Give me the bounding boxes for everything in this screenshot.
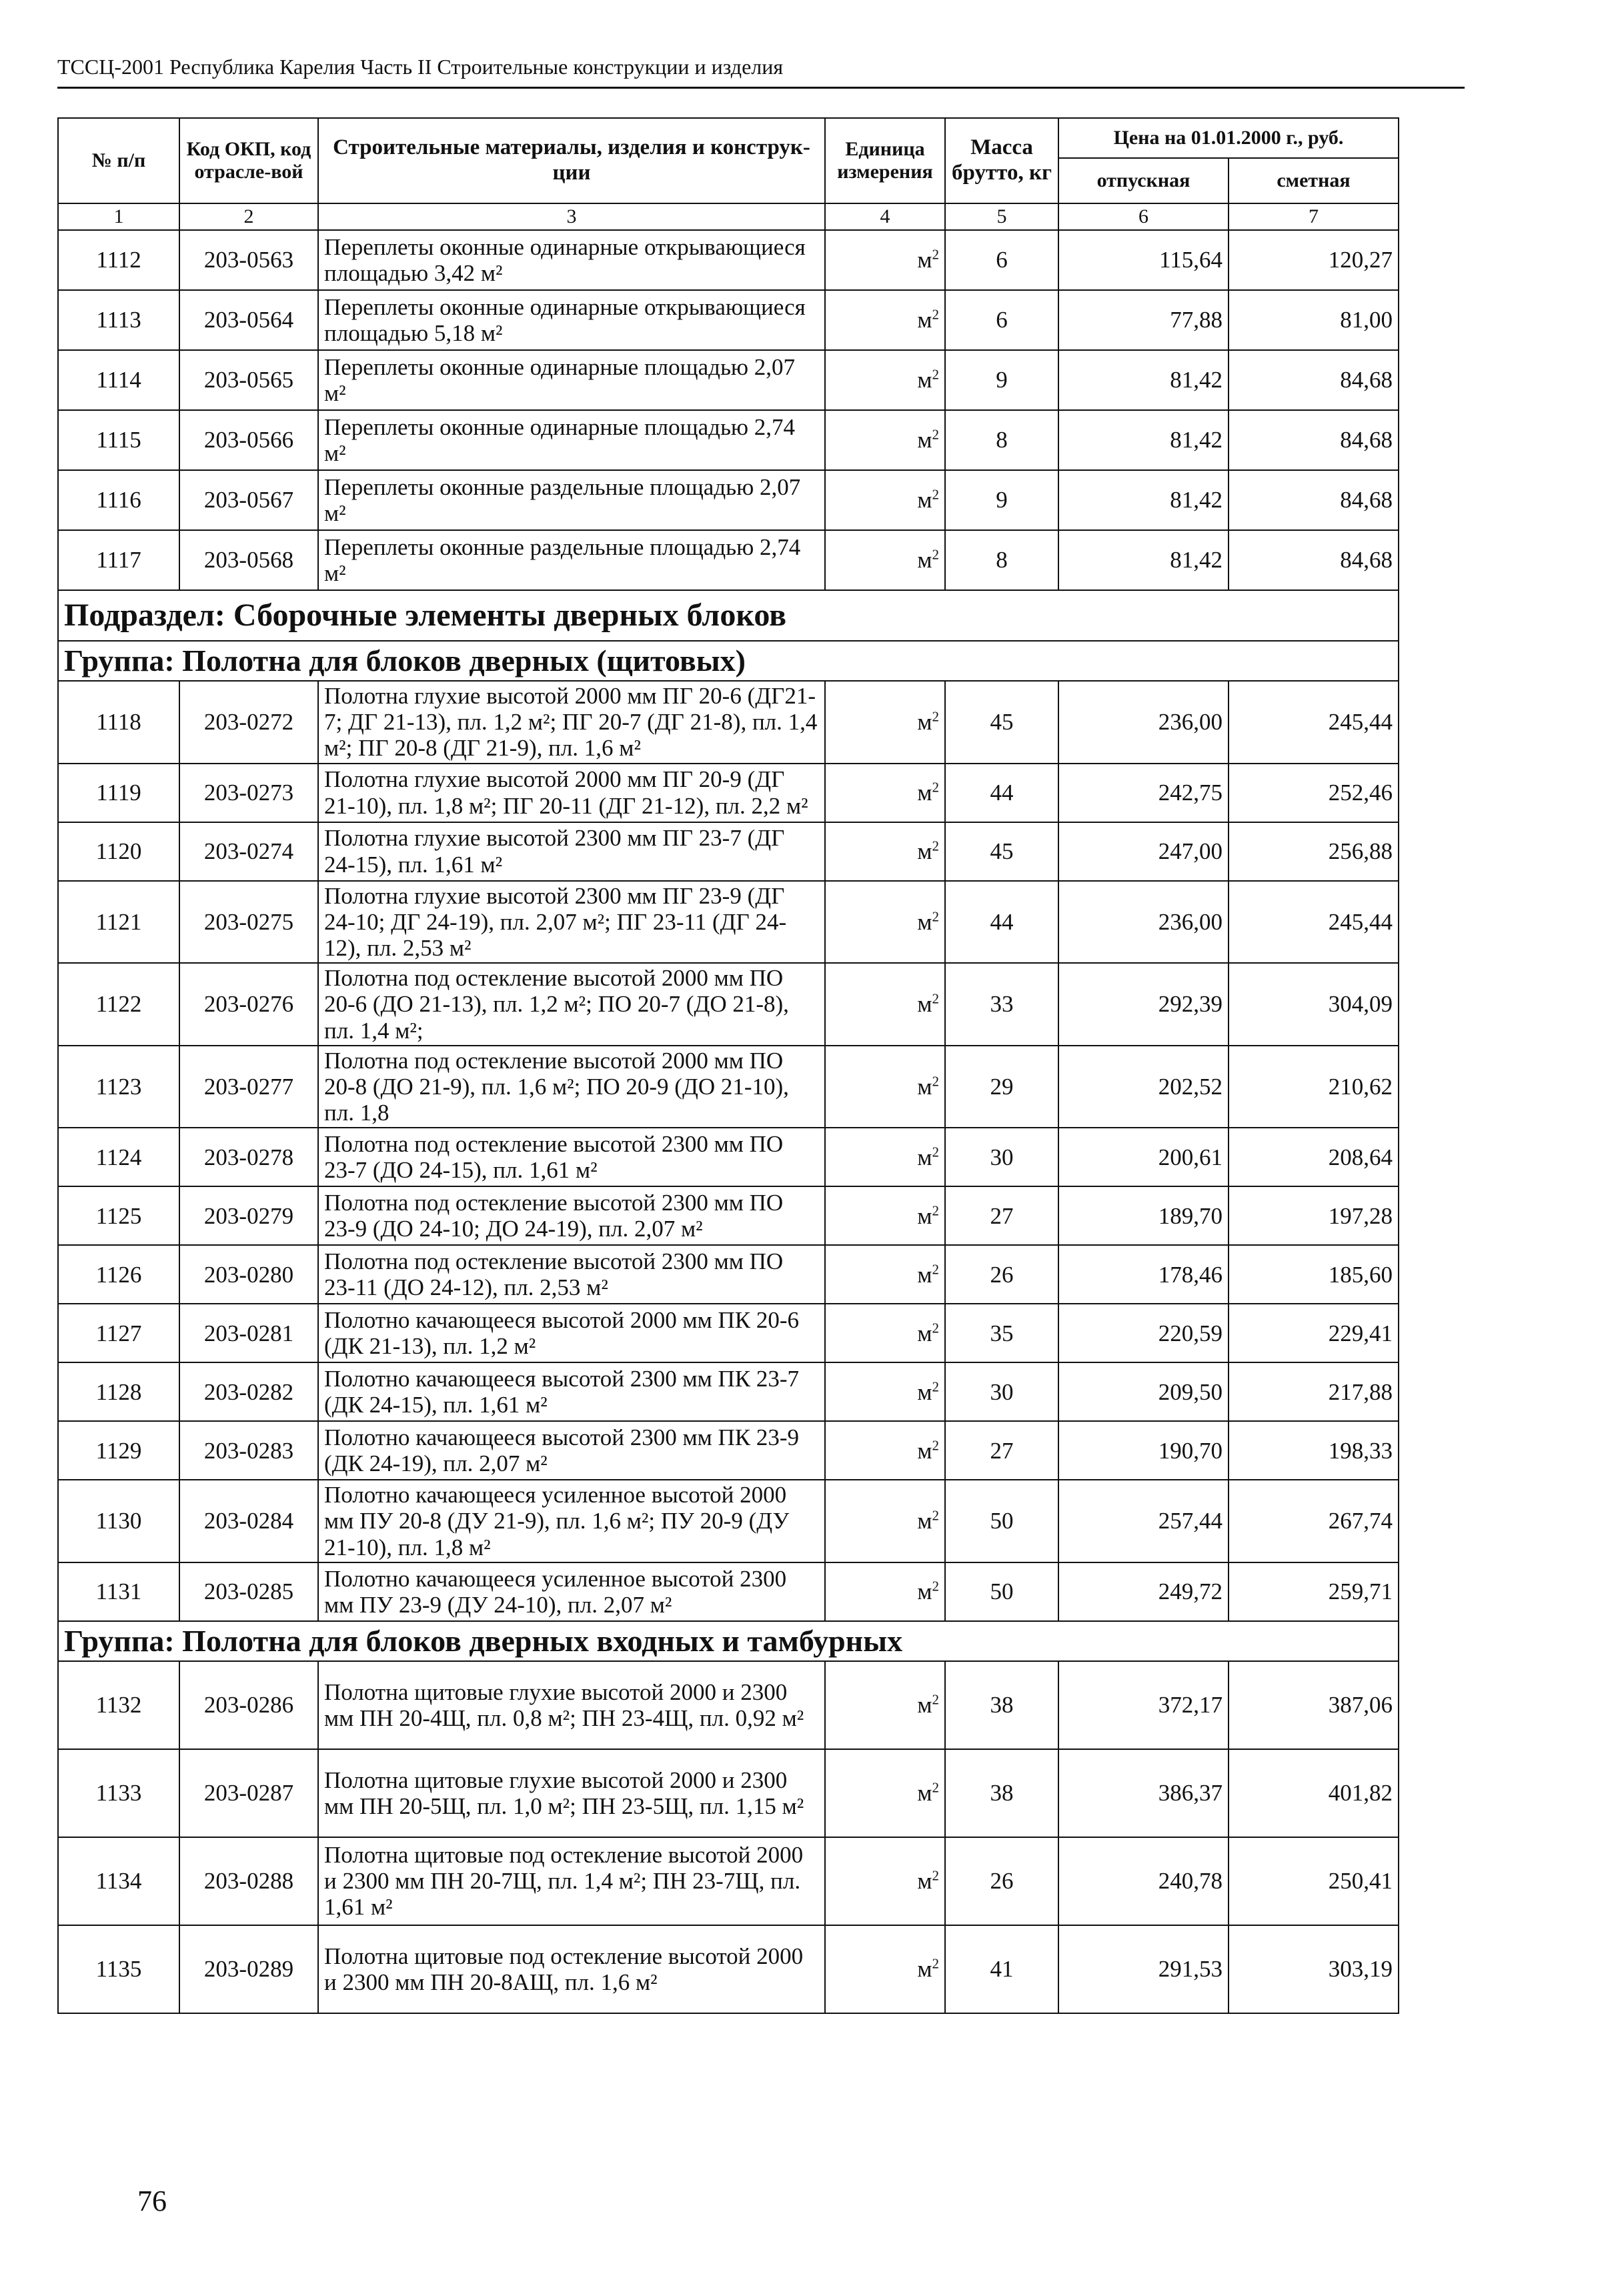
column-number-row: [58, 203, 1399, 230]
row-code: 203-0275: [179, 881, 318, 964]
row-code: 203-0285: [179, 1562, 318, 1621]
unit-base: м: [917, 838, 932, 864]
row-number: 1135: [58, 1925, 179, 2013]
unit-base: м: [917, 247, 932, 273]
row-number: 1134: [58, 1837, 179, 1925]
unit-power: 2: [932, 246, 939, 263]
row-price-estimate: 84,68: [1229, 470, 1399, 530]
unit-base: м: [917, 1692, 932, 1718]
row-name: Полотна щитовые под остекление высотой 2000 и 2300 мм ПН 20-7Щ, пл. 1,4 м²; ПН 23-7Щ, пл. 1,61 м²: [318, 1837, 825, 1925]
row-price-release: 190,70: [1058, 1421, 1229, 1480]
row-code: 203-0276: [179, 963, 318, 1046]
row-number: 1124: [58, 1128, 179, 1186]
row-price-release: 209,50: [1058, 1362, 1229, 1421]
header-unit: Единица измерения: [825, 118, 945, 203]
row-price-estimate: 84,68: [1229, 410, 1399, 470]
table-row: [58, 1925, 1399, 2013]
row-price-estimate: 84,68: [1229, 350, 1399, 410]
row-unit: [825, 1480, 945, 1562]
row-price-estimate: 259,71: [1229, 1562, 1399, 1621]
row-price-release: 240,78: [1058, 1837, 1229, 1925]
row-unit: [825, 1421, 945, 1480]
row-unit: [825, 1661, 945, 1749]
row-price-estimate: 210,62: [1229, 1046, 1399, 1128]
header-name: Строительные материалы, изделия и конструк-ции: [318, 118, 825, 203]
row-code: 203-0272: [179, 681, 318, 764]
row-price-release: 220,59: [1058, 1304, 1229, 1362]
table-row: [58, 290, 1399, 350]
row-name: Полотно качающееся усиленное высотой 2000 мм ПУ 20-8 (ДУ 21-9), пл. 1,6 м²; ПУ 20-9 (ДУ 21-10), пл. 1,8 м²: [318, 1480, 825, 1562]
header-mass: Масса брутто, кг: [945, 118, 1058, 203]
table-row: [58, 1480, 1399, 1562]
unit-base: м: [917, 709, 932, 736]
table-row: [58, 1837, 1399, 1925]
row-price-estimate: 304,09: [1229, 963, 1399, 1046]
row-number: 1117: [58, 530, 179, 590]
row-code: 203-0289: [179, 1925, 318, 2013]
row-price-release: 249,72: [1058, 1562, 1229, 1621]
row-mass: 44: [945, 764, 1058, 822]
row-code: 203-0564: [179, 290, 318, 350]
unit-base: м: [917, 1956, 932, 1983]
subsection-title: Подраздел: Сборочные элементы дверных блоков: [58, 590, 1399, 641]
unit-power: 2: [932, 908, 939, 925]
row-mass: 27: [945, 1186, 1058, 1245]
row-name: Полотна под остекление высотой 2300 мм ПО 23-11 (ДО 24-12), пл. 2,53 м²: [318, 1245, 825, 1304]
row-code: 203-0282: [179, 1362, 318, 1421]
row-name: Переплеты оконные одинарные площадью 2,74 м²: [318, 410, 825, 470]
row-price-estimate: 120,27: [1229, 230, 1399, 290]
row-name: Полотна под остекление высотой 2000 мм ПО 20-6 (ДО 21-13), пл. 1,2 м²; ПО 20-7 (ДО 21-8), пл. 1,4 м²;: [318, 963, 825, 1046]
row-name: Полотна глухие высотой 2300 мм ПГ 23-7 (ДГ 24-15), пл. 1,61 м²: [318, 822, 825, 881]
row-price-release: 386,37: [1058, 1749, 1229, 1837]
rows-door-panels: [58, 681, 1399, 1621]
unit-base: м: [917, 1868, 932, 1895]
row-unit: [825, 1925, 945, 2013]
row-number: 1120: [58, 822, 179, 881]
row-code: 203-0567: [179, 470, 318, 530]
row-mass: 8: [945, 530, 1058, 590]
row-mass: 8: [945, 410, 1058, 470]
row-number: 1130: [58, 1480, 179, 1562]
row-mass: 35: [945, 1304, 1058, 1362]
running-header: ТССЦ-2001 Республика Карелия Часть II Строительные конструкции и изделия: [57, 55, 784, 79]
group-title: Группа: Полотна для блоков дверных (щитовых): [58, 641, 1399, 681]
unit-power: 2: [932, 546, 939, 563]
table-row: [58, 1128, 1399, 1186]
row-mass: 9: [945, 350, 1058, 410]
unit-base: м: [917, 307, 932, 333]
unit-base: м: [917, 547, 932, 573]
table-row: [58, 881, 1399, 964]
row-price-release: 115,64: [1058, 230, 1229, 290]
row-unit: [825, 764, 945, 822]
unit-power: 2: [932, 1437, 939, 1453]
unit-power: 2: [932, 306, 939, 323]
unit-base: м: [917, 1144, 932, 1170]
unit-power: 2: [932, 1867, 939, 1884]
row-price-estimate: 245,44: [1229, 881, 1399, 964]
row-price-release: 372,17: [1058, 1661, 1229, 1749]
row-price-release: 242,75: [1058, 764, 1229, 822]
table-row: [58, 1362, 1399, 1421]
row-number: 1116: [58, 470, 179, 530]
row-code: 203-0277: [179, 1046, 318, 1128]
unit-base: м: [917, 1202, 932, 1229]
row-number: 1123: [58, 1046, 179, 1128]
row-number: 1125: [58, 1186, 179, 1245]
row-name: Полотна глухие высотой 2000 мм ПГ 20-9 (ДГ 21-10), пл. 1,8 м²; ПГ 20-11 (ДГ 21-12), пл. 2,2 м²: [318, 764, 825, 822]
row-name: Переплеты оконные одинарные открывающиеся площадью 3,42 м²: [318, 230, 825, 290]
row-name: Полотно качающееся высотой 2300 мм ПК 23-9 (ДК 24-19), пл. 2,07 м²: [318, 1421, 825, 1480]
row-name: Переплеты оконные раздельные площадью 2,74 м²: [318, 530, 825, 590]
row-number: 1118: [58, 681, 179, 764]
row-mass: 33: [945, 963, 1058, 1046]
row-number: 1126: [58, 1245, 179, 1304]
unit-base: м: [917, 1780, 932, 1807]
table-row: [58, 1046, 1399, 1128]
table-row: [58, 1304, 1399, 1362]
row-number: 1132: [58, 1661, 179, 1749]
unit-power: 2: [932, 990, 939, 1007]
unit-base: м: [917, 1578, 932, 1605]
row-name: Полотна под остекление высотой 2300 мм ПО 23-9 (ДО 24-10; ДО 24-19), пл. 2,07 м²: [318, 1186, 825, 1245]
row-mass: 26: [945, 1245, 1058, 1304]
row-unit: [825, 230, 945, 290]
row-mass: 27: [945, 1421, 1058, 1480]
row-price-estimate: 217,88: [1229, 1362, 1399, 1421]
row-price-estimate: 208,64: [1229, 1128, 1399, 1186]
header-rule: [57, 87, 1465, 89]
row-number: 1119: [58, 764, 179, 822]
table-row: [58, 1245, 1399, 1304]
unit-base: м: [917, 1378, 932, 1405]
row-number: 1133: [58, 1749, 179, 1837]
row-code: 203-0283: [179, 1421, 318, 1480]
row-name: Полотна глухие высотой 2300 мм ПГ 23-9 (ДГ 24-10; ДГ 24-19), пл. 2,07 м²; ПГ 23-11 (ДГ 24-12), пл. 2,53 м²: [318, 881, 825, 964]
unit-power: 2: [932, 1955, 939, 1972]
row-unit: [825, 1186, 945, 1245]
column-number: 5: [945, 203, 1058, 230]
row-price-estimate: 256,88: [1229, 822, 1399, 881]
row-mass: 38: [945, 1661, 1058, 1749]
row-price-estimate: 401,82: [1229, 1749, 1399, 1837]
row-price-estimate: 198,33: [1229, 1421, 1399, 1480]
row-name: Полотна под остекление высотой 2300 мм ПО 23-7 (ДО 24-15), пл. 1,61 м²: [318, 1128, 825, 1186]
unit-base: м: [917, 1073, 932, 1100]
row-price-release: 77,88: [1058, 290, 1229, 350]
row-price-release: 202,52: [1058, 1046, 1229, 1128]
table-row: [58, 1421, 1399, 1480]
row-price-estimate: 185,60: [1229, 1245, 1399, 1304]
row-code: 203-0287: [179, 1749, 318, 1837]
row-price-release: 81,42: [1058, 410, 1229, 470]
table-row: [58, 681, 1399, 764]
row-name: Переплеты оконные раздельные площадью 2,07 м²: [318, 470, 825, 530]
row-code: 203-0566: [179, 410, 318, 470]
row-unit: [825, 881, 945, 964]
unit-base: м: [917, 1261, 932, 1288]
row-code: 203-0280: [179, 1245, 318, 1304]
row-unit: [825, 530, 945, 590]
row-mass: 6: [945, 290, 1058, 350]
column-number: 2: [179, 203, 318, 230]
row-price-release: 292,39: [1058, 963, 1229, 1046]
row-price-estimate: 252,46: [1229, 764, 1399, 822]
row-price-release: 81,42: [1058, 530, 1229, 590]
row-code: 203-0278: [179, 1128, 318, 1186]
unit-base: м: [917, 908, 932, 935]
unit-power: 2: [932, 1320, 939, 1336]
row-unit: [825, 1245, 945, 1304]
rows-windows: [58, 230, 1399, 590]
row-name: Переплеты оконные одинарные площадью 2,07 м²: [318, 350, 825, 410]
row-name: Полотно качающееся высотой 2000 мм ПК 20-6 (ДК 21-13), пл. 1,2 м²: [318, 1304, 825, 1362]
row-number: 1128: [58, 1362, 179, 1421]
row-price-release: 236,00: [1058, 881, 1229, 964]
row-mass: 45: [945, 681, 1058, 764]
row-code: 203-0286: [179, 1661, 318, 1749]
row-unit: [825, 410, 945, 470]
row-unit: [825, 1362, 945, 1421]
row-price-estimate: 84,68: [1229, 530, 1399, 590]
group-row: [58, 641, 1399, 681]
table-row: [58, 410, 1399, 470]
group-title: Группа: Полотна для блоков дверных входных и тамбурных: [58, 1621, 1399, 1661]
row-price-estimate: 81,00: [1229, 290, 1399, 350]
row-unit: [825, 681, 945, 764]
row-price-estimate: 250,41: [1229, 1837, 1399, 1925]
unit-power: 2: [932, 366, 939, 383]
row-unit: [825, 350, 945, 410]
row-mass: 30: [945, 1362, 1058, 1421]
unit-base: м: [917, 487, 932, 513]
table-row: [58, 1749, 1399, 1837]
unit-power: 2: [932, 1202, 939, 1218]
price-table: [57, 117, 1399, 2014]
unit-base: м: [917, 427, 932, 453]
row-price-release: 81,42: [1058, 470, 1229, 530]
row-price-estimate: 245,44: [1229, 681, 1399, 764]
row-price-release: 189,70: [1058, 1186, 1229, 1245]
header-code: Код ОКП, код отрасле-вой: [179, 118, 318, 203]
table-row: [58, 1186, 1399, 1245]
table-header: [58, 118, 1399, 230]
group-row: [58, 1621, 1399, 1661]
row-mass: 30: [945, 1128, 1058, 1186]
unit-base: м: [917, 367, 932, 393]
row-number: 1127: [58, 1304, 179, 1362]
row-name: Полотна щитовые глухие высотой 2000 и 2300 мм ПН 20-4Щ, пл. 0,8 м²; ПН 23-4Щ, пл. 0,92 м²: [318, 1661, 825, 1749]
row-unit: [825, 1562, 945, 1621]
row-code: 203-0563: [179, 230, 318, 290]
header-price-estimate: сметная: [1229, 158, 1399, 203]
unit-base: м: [917, 779, 932, 806]
unit-power: 2: [932, 1691, 939, 1708]
row-code: 203-0565: [179, 350, 318, 410]
row-unit: [825, 470, 945, 530]
row-price-release: 247,00: [1058, 822, 1229, 881]
row-mass: 26: [945, 1837, 1058, 1925]
row-number: 1115: [58, 410, 179, 470]
row-price-estimate: 267,74: [1229, 1480, 1399, 1562]
row-unit: [825, 963, 945, 1046]
unit-base: м: [917, 1437, 932, 1464]
table-row: [58, 230, 1399, 290]
table-row: [58, 963, 1399, 1046]
row-mass: 50: [945, 1480, 1058, 1562]
row-number: 1113: [58, 290, 179, 350]
row-mass: 45: [945, 822, 1058, 881]
unit-power: 2: [932, 708, 939, 725]
row-code: 203-0273: [179, 764, 318, 822]
column-number: 7: [1229, 203, 1399, 230]
row-number: 1114: [58, 350, 179, 410]
row-unit: [825, 1128, 945, 1186]
row-name: Полотно качающееся усиленное высотой 2300 мм ПУ 23-9 (ДУ 24-10), пл. 2,07 м²: [318, 1562, 825, 1621]
row-price-estimate: 303,19: [1229, 1925, 1399, 2013]
table-row: [58, 822, 1399, 881]
row-unit: [825, 822, 945, 881]
row-name: Полотна щитовые глухие высотой 2000 и 2300 мм ПН 20-5Щ, пл. 1,0 м²; ПН 23-5Щ, пл. 1,15 м²: [318, 1749, 825, 1837]
unit-power: 2: [932, 486, 939, 503]
unit-power: 2: [932, 1261, 939, 1277]
row-number: 1122: [58, 963, 179, 1046]
row-code: 203-0281: [179, 1304, 318, 1362]
row-name: Полотна под остекление высотой 2000 мм ПО 20-8 (ДО 21-9), пл. 1,6 м²; ПО 20-9 (ДО 21-10), пл. 1,8: [318, 1046, 825, 1128]
row-name: Полотна щитовые под остекление высотой 2000 и 2300 мм ПН 20-8АЩ, пл. 1,6 м²: [318, 1925, 825, 2013]
unit-base: м: [917, 991, 932, 1018]
row-mass: 50: [945, 1562, 1058, 1621]
row-price-release: 178,46: [1058, 1245, 1229, 1304]
table-row: [58, 530, 1399, 590]
row-unit: [825, 1837, 945, 1925]
header-price-group: Цена на 01.01.2000 г., руб.: [1058, 118, 1399, 158]
row-name: Переплеты оконные одинарные открывающиеся площадью 5,18 м²: [318, 290, 825, 350]
row-price-release: 291,53: [1058, 1925, 1229, 2013]
row-unit: [825, 290, 945, 350]
table-row: [58, 1562, 1399, 1621]
unit-power: 2: [932, 1144, 939, 1160]
row-price-estimate: 197,28: [1229, 1186, 1399, 1245]
unit-power: 2: [932, 1507, 939, 1524]
table-row: [58, 470, 1399, 530]
row-unit: [825, 1046, 945, 1128]
unit-power: 2: [932, 1578, 939, 1594]
row-code: 203-0274: [179, 822, 318, 881]
row-price-release: 257,44: [1058, 1480, 1229, 1562]
row-unit: [825, 1304, 945, 1362]
unit-power: 2: [932, 838, 939, 854]
unit-base: м: [917, 1508, 932, 1534]
unit-base: м: [917, 1320, 932, 1346]
column-number: 4: [825, 203, 945, 230]
row-code: 203-0568: [179, 530, 318, 590]
unit-power: 2: [932, 779, 939, 796]
table-row: [58, 1661, 1399, 1749]
row-price-estimate: 229,41: [1229, 1304, 1399, 1362]
row-code: 203-0279: [179, 1186, 318, 1245]
header-price-release: отпускная: [1058, 158, 1229, 203]
row-name: Полотно качающееся высотой 2300 мм ПК 23-7 (ДК 24-15), пл. 1,61 м²: [318, 1362, 825, 1421]
row-mass: 41: [945, 1925, 1058, 2013]
row-number: 1112: [58, 230, 179, 290]
row-price-release: 81,42: [1058, 350, 1229, 410]
unit-power: 2: [932, 1073, 939, 1090]
table-row: [58, 764, 1399, 822]
row-number: 1131: [58, 1562, 179, 1621]
column-number: 3: [318, 203, 825, 230]
unit-power: 2: [932, 1378, 939, 1394]
unit-power: 2: [932, 1779, 939, 1796]
row-number: 1129: [58, 1421, 179, 1480]
row-mass: 6: [945, 230, 1058, 290]
row-code: 203-0288: [179, 1837, 318, 1925]
column-number: 1: [58, 203, 179, 230]
row-price-estimate: 387,06: [1229, 1661, 1399, 1749]
unit-power: 2: [932, 426, 939, 443]
row-unit: [825, 1749, 945, 1837]
row-mass: 9: [945, 470, 1058, 530]
column-number: 6: [1058, 203, 1229, 230]
row-mass: 29: [945, 1046, 1058, 1128]
page-number: 76: [137, 2185, 167, 2217]
row-price-release: 200,61: [1058, 1128, 1229, 1186]
table-row: [58, 350, 1399, 410]
subsection-row: [58, 590, 1399, 641]
rows-entrance-doors: [58, 1661, 1399, 2013]
row-number: 1121: [58, 881, 179, 964]
row-price-release: 236,00: [1058, 681, 1229, 764]
row-mass: 38: [945, 1749, 1058, 1837]
row-name: Полотна глухие высотой 2000 мм ПГ 20-6 (ДГ21-7; ДГ 21-13), пл. 1,2 м²; ПГ 20-7 (ДГ 21-8), пл. 1,4 м²; ПГ 20-8 (ДГ 21-9), пл. 1,6 м²: [318, 681, 825, 764]
row-mass: 44: [945, 881, 1058, 964]
header-num: № п/п: [58, 118, 179, 203]
row-code: 203-0284: [179, 1480, 318, 1562]
